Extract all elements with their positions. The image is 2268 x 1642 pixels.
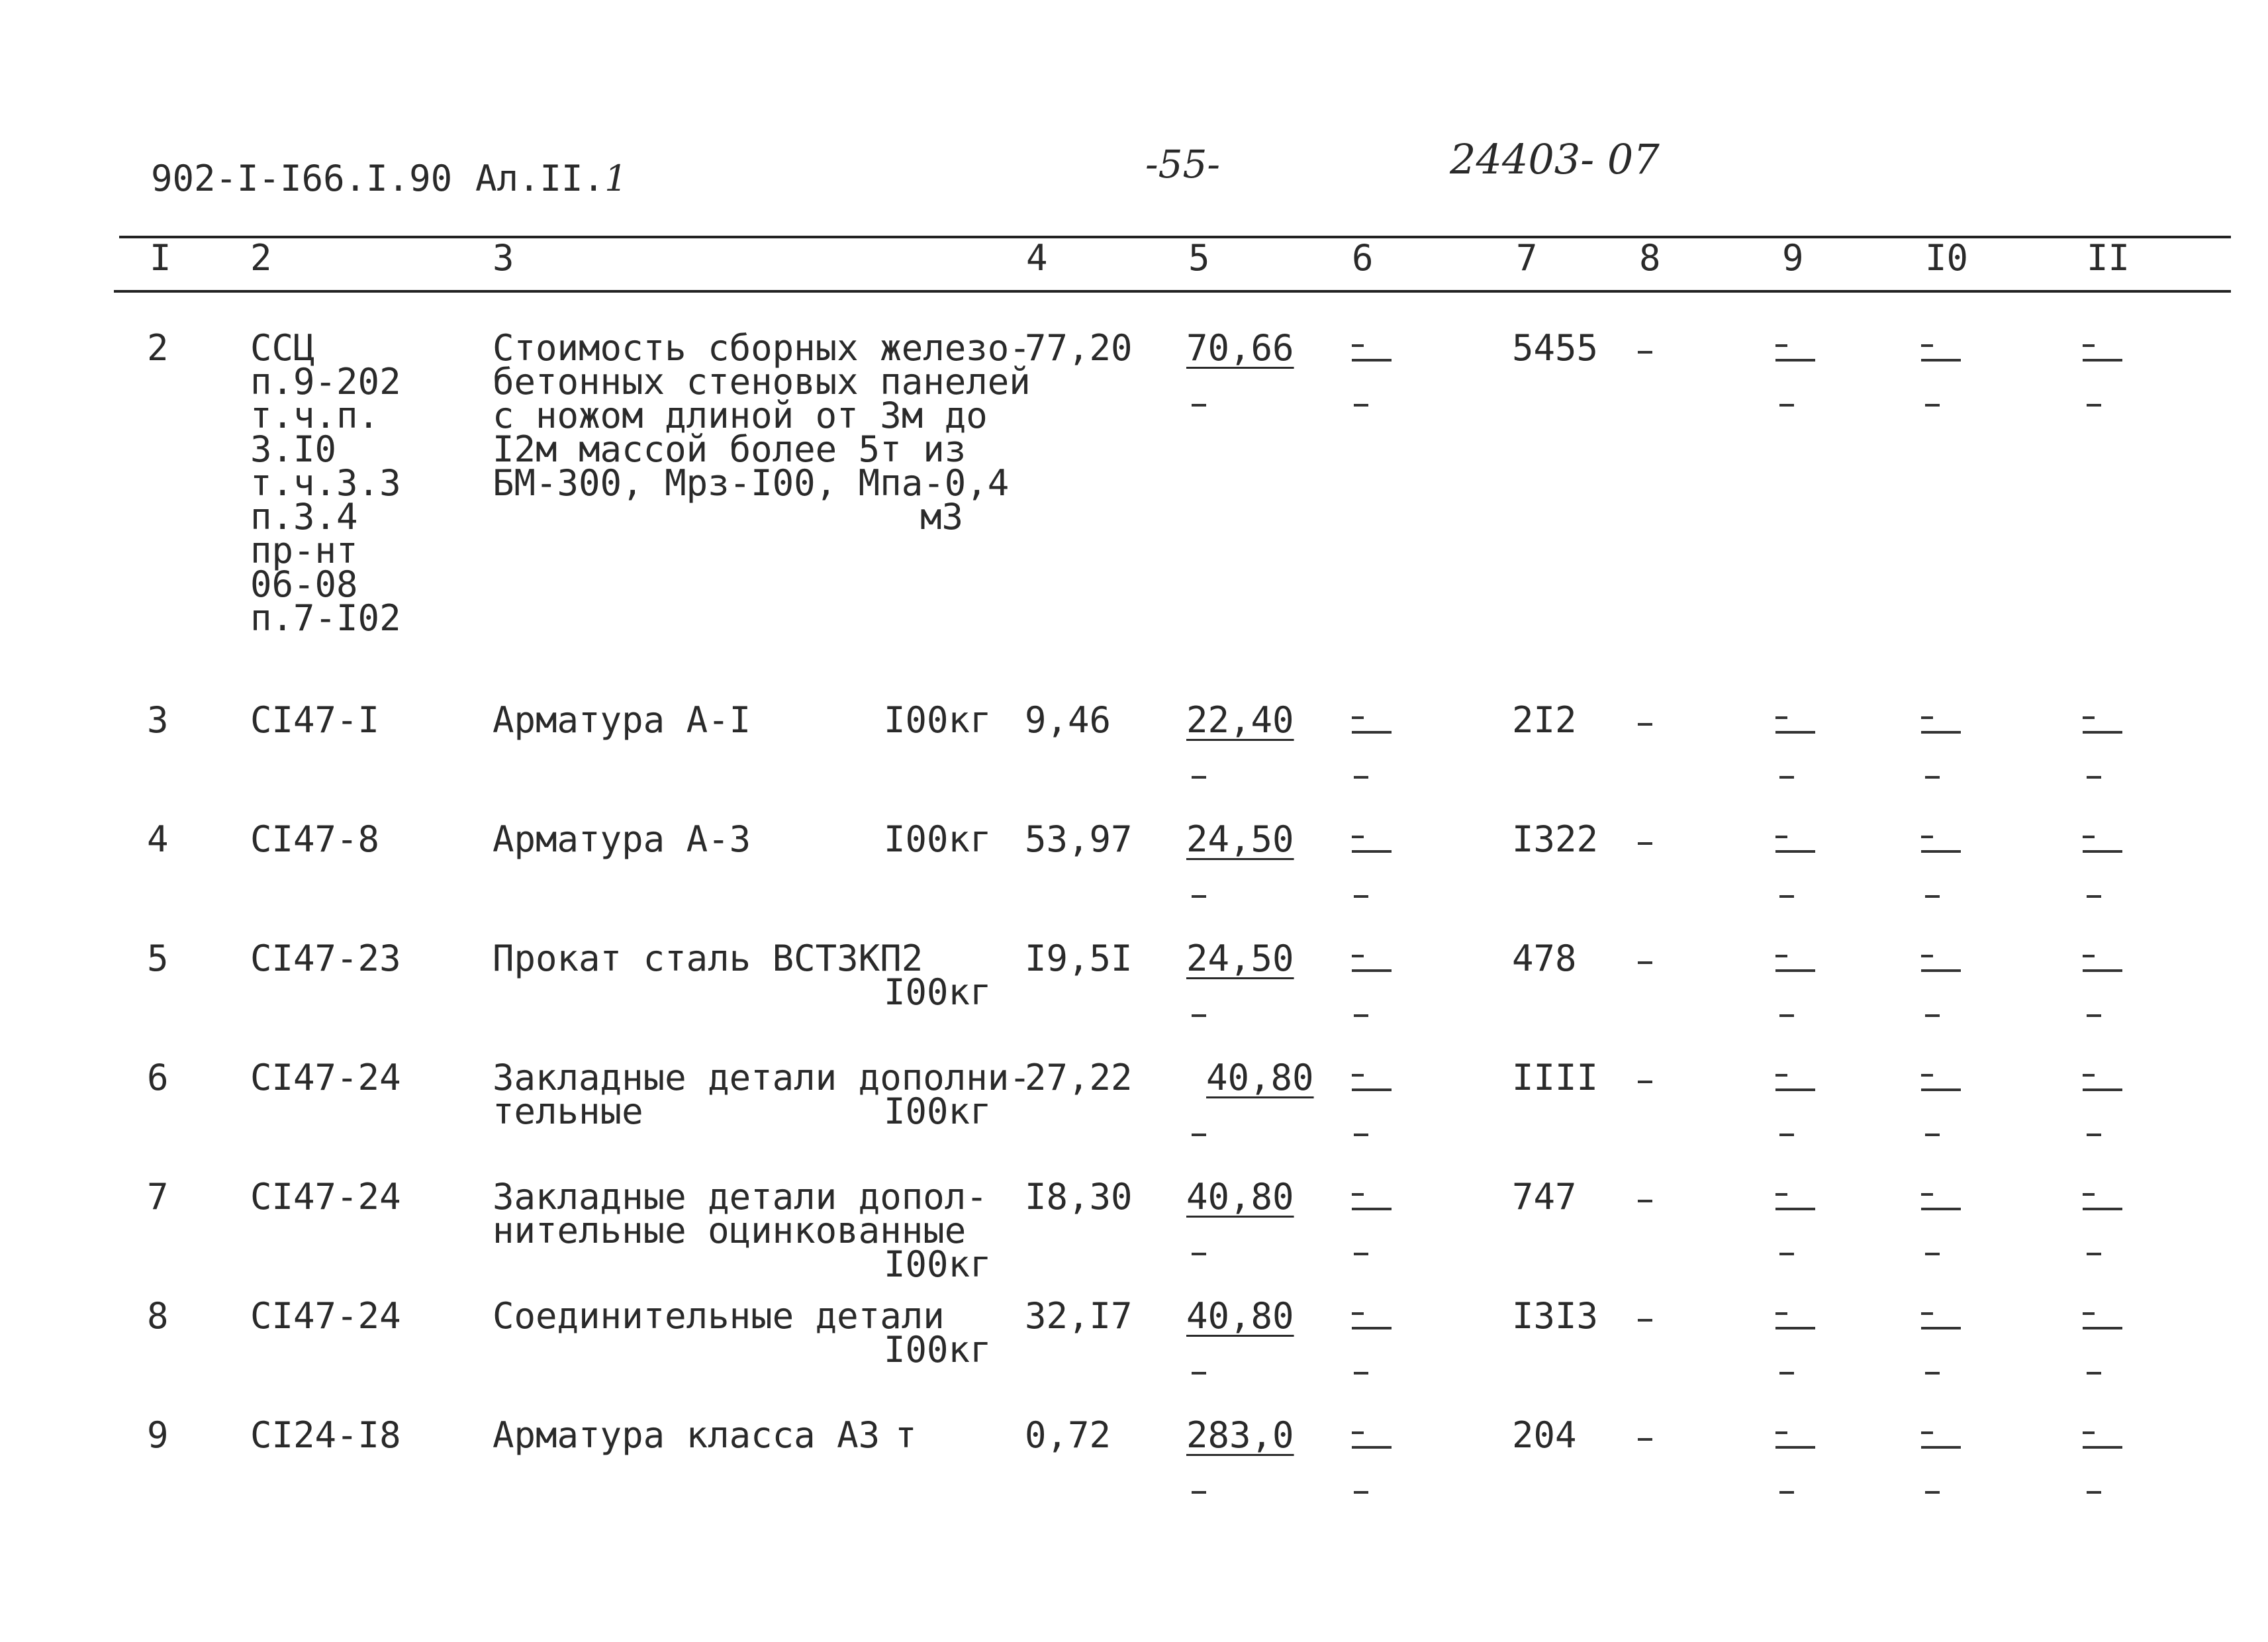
column-header-5: 5: [1188, 237, 1210, 279]
col10-mid-dash: [1921, 850, 1961, 853]
col11-lower-dash: [2087, 895, 2101, 898]
item-name: Арматура класса А3: [493, 1414, 880, 1456]
col10-top-dash: [1921, 1431, 1933, 1434]
col11-top-dash: [2083, 716, 2095, 719]
page-number: -55-: [1145, 142, 1220, 187]
col10-mid-dash: [1921, 1208, 1961, 1210]
item-quantity: 32,I7: [1025, 1295, 1133, 1337]
col9-top-dash: [1775, 1074, 1787, 1077]
item-total: 2I2: [1512, 699, 1577, 741]
col10-mid-dash: [1921, 1088, 1961, 1091]
col11-lower-dash: [2087, 776, 2101, 779]
item-code: СI47-24: [250, 1057, 401, 1098]
item-total: IIII: [1512, 1057, 1599, 1098]
col6-mid-dash: [1352, 969, 1392, 972]
col11-mid-dash: [2083, 850, 2122, 853]
col8-dash: [1638, 1081, 1652, 1083]
col10-lower-dash: [1925, 1491, 1940, 1494]
item-unit: I00кг: [884, 1329, 992, 1371]
item-unit-price: 40,80: [1186, 1295, 1294, 1337]
item-name: Закладные детали дополни- тельные: [493, 1057, 1031, 1132]
row-number: 6: [147, 1057, 169, 1098]
document-code: 902-I-I66.I.90: [151, 158, 453, 199]
item-name: Арматура А-3: [493, 818, 751, 860]
item-code: СI47-24: [250, 1176, 401, 1218]
column-header-10: I0: [1925, 237, 1969, 279]
col9-mid-dash: [1775, 850, 1815, 853]
col6-mid-dash: [1352, 1208, 1392, 1210]
col5-lower-dash: [1192, 776, 1206, 779]
row-number: 9: [147, 1414, 169, 1456]
col10-mid-dash: [1921, 1446, 1961, 1449]
col6-lower-dash: [1354, 1372, 1368, 1375]
col9-top-dash: [1775, 1193, 1787, 1196]
column-header-1: I: [150, 237, 171, 279]
col9-top-dash: [1775, 1431, 1787, 1434]
column-header-9: 9: [1782, 237, 1804, 279]
col10-lower-dash: [1925, 895, 1940, 898]
col6-lower-dash: [1354, 404, 1368, 407]
col9-top-dash: [1775, 716, 1787, 719]
col5-lower-dash: [1192, 1491, 1206, 1494]
item-unit-price: 40,80: [1186, 1176, 1294, 1218]
col6-lower-dash: [1354, 776, 1368, 779]
row-number: 4: [147, 818, 169, 860]
col10-top-dash: [1921, 955, 1933, 957]
col6-mid-dash: [1352, 1088, 1392, 1091]
item-unit: I00кг: [884, 699, 992, 741]
col6-top-dash: [1352, 1193, 1364, 1196]
col5-lower-dash: [1192, 895, 1206, 898]
col6-top-dash: [1352, 955, 1364, 957]
item-code: СI24-I8: [250, 1414, 401, 1456]
row-number: 8: [147, 1295, 169, 1337]
item-code: СI47-8: [250, 818, 380, 860]
column-header-8: 8: [1639, 237, 1661, 279]
item-unit-price: 70,66: [1186, 327, 1294, 369]
item-unit: I00кг: [884, 818, 992, 860]
col9-lower-dash: [1779, 776, 1794, 779]
col10-top-dash: [1921, 716, 1933, 719]
column-header-7: 7: [1516, 237, 1538, 279]
col11-lower-dash: [2087, 404, 2101, 407]
col6-lower-dash: [1354, 1014, 1368, 1017]
col9-mid-dash: [1775, 969, 1815, 972]
item-unit: м3: [920, 496, 964, 538]
column-header-11: II: [2087, 237, 2130, 279]
col6-lower-dash: [1354, 1491, 1368, 1494]
col11-lower-dash: [2087, 1372, 2101, 1375]
col8-dash: [1638, 961, 1652, 964]
col11-top-dash: [2083, 1193, 2095, 1196]
item-quantity: I8,30: [1025, 1176, 1133, 1218]
col11-lower-dash: [2087, 1014, 2101, 1017]
col6-lower-dash: [1354, 895, 1368, 898]
item-code: СI47-23: [250, 938, 401, 979]
col11-mid-dash: [2083, 1446, 2122, 1449]
col10-lower-dash: [1925, 404, 1940, 407]
item-unit-price: 22,40: [1186, 699, 1294, 741]
item-name: Закладные детали допол- нительные оцинкованные: [493, 1176, 988, 1251]
col6-lower-dash: [1354, 1253, 1368, 1255]
col9-lower-dash: [1779, 1253, 1794, 1255]
col10-top-dash: [1921, 1193, 1933, 1196]
item-unit-price: 24,50: [1186, 818, 1294, 860]
col10-lower-dash: [1925, 776, 1940, 779]
col9-lower-dash: [1779, 404, 1794, 407]
col5-lower-dash: [1192, 1134, 1206, 1136]
col9-top-dash: [1775, 836, 1787, 838]
row-number: 7: [147, 1176, 169, 1218]
item-code: СI47-I: [250, 699, 380, 741]
col9-lower-dash: [1779, 895, 1794, 898]
col6-lower-dash: [1354, 1134, 1368, 1136]
col11-top-dash: [2083, 1074, 2095, 1077]
col8-dash: [1638, 723, 1652, 726]
col11-top-dash: [2083, 1312, 2095, 1315]
col10-mid-dash: [1921, 969, 1961, 972]
item-total: 478: [1512, 938, 1577, 979]
item-unit: I00кг: [884, 1090, 992, 1132]
item-quantity: 77,20: [1025, 327, 1133, 369]
col6-top-dash: [1352, 1431, 1364, 1434]
item-quantity: 53,97: [1025, 818, 1133, 860]
col11-top-dash: [2083, 955, 2095, 957]
album-label: [475, 158, 627, 199]
item-unit: т: [895, 1414, 917, 1456]
col9-mid-dash: [1775, 1327, 1815, 1329]
col9-lower-dash: [1779, 1491, 1794, 1494]
item-unit: I00кг: [884, 971, 992, 1013]
col5-lower-dash: [1192, 1372, 1206, 1375]
col8-dash: [1638, 1200, 1652, 1202]
col9-lower-dash: [1779, 1134, 1794, 1136]
item-quantity: 9,46: [1025, 699, 1111, 741]
col6-top-dash: [1352, 1312, 1364, 1315]
col8-dash: [1638, 351, 1652, 354]
col11-mid-dash: [2083, 1327, 2122, 1329]
col10-top-dash: [1921, 1074, 1933, 1077]
item-total: 204: [1512, 1414, 1577, 1456]
col10-lower-dash: [1925, 1253, 1940, 1255]
col6-mid-dash: [1352, 1327, 1392, 1329]
table-header-rule: [114, 290, 2231, 293]
col6-mid-dash: [1352, 359, 1392, 362]
col5-lower-dash: [1192, 1014, 1206, 1017]
item-total: 747: [1512, 1176, 1577, 1218]
col5-lower-dash: [1192, 1253, 1206, 1255]
col9-lower-dash: [1779, 1014, 1794, 1017]
col6-top-dash: [1352, 344, 1364, 347]
col10-mid-dash: [1921, 731, 1961, 734]
col10-mid-dash: [1921, 1327, 1961, 1329]
column-header-4: 4: [1026, 237, 1048, 279]
item-quantity: 27,22: [1025, 1057, 1133, 1098]
row-number: 2: [147, 327, 169, 369]
item-code: СI47-24: [250, 1295, 401, 1337]
col10-top-dash: [1921, 836, 1933, 838]
item-code: ССЦ п.9-202 т.ч.п. 3.I0 т.ч.3.3 п.3.4 пр-нт 06-08 п.7-I02: [250, 327, 401, 639]
item-quantity: 0,72: [1025, 1414, 1111, 1456]
col6-top-dash: [1352, 836, 1364, 838]
col11-mid-dash: [2083, 731, 2122, 734]
col11-lower-dash: [2087, 1491, 2101, 1494]
col11-lower-dash: [2087, 1134, 2101, 1136]
col8-dash: [1638, 1438, 1652, 1441]
item-unit-price: 40,80: [1206, 1057, 1314, 1098]
col11-mid-dash: [2083, 359, 2122, 362]
col10-top-dash: [1921, 1312, 1933, 1315]
col6-top-dash: [1352, 1074, 1364, 1077]
stamp-number: 24403- 07: [1450, 135, 1660, 183]
col11-top-dash: [2083, 344, 2095, 347]
col9-mid-dash: [1775, 359, 1815, 362]
col9-mid-dash: [1775, 1446, 1815, 1449]
table-top-rule: [119, 236, 2231, 238]
col9-mid-dash: [1775, 1088, 1815, 1091]
column-header-2: 2: [250, 237, 272, 279]
col10-lower-dash: [1925, 1134, 1940, 1136]
col9-mid-dash: [1775, 731, 1815, 734]
col11-lower-dash: [2087, 1253, 2101, 1255]
col9-top-dash: [1775, 344, 1787, 347]
item-name: Соединительные детали: [493, 1295, 945, 1337]
item-total: I3I3: [1512, 1295, 1599, 1337]
item-name: Арматура А-I: [493, 699, 751, 741]
item-quantity: I9,5I: [1025, 938, 1133, 979]
item-name: Прокат сталь ВСТ3КП2: [493, 938, 923, 979]
col9-lower-dash: [1779, 1372, 1794, 1375]
col6-top-dash: [1352, 716, 1364, 719]
col11-top-dash: [2083, 1431, 2095, 1434]
row-number: 5: [147, 938, 169, 979]
album-text: Ал.II.: [475, 158, 605, 199]
col9-top-dash: [1775, 955, 1787, 957]
col11-mid-dash: [2083, 969, 2122, 972]
col8-dash: [1638, 1319, 1652, 1322]
col11-mid-dash: [2083, 1088, 2122, 1091]
item-total: I322: [1512, 818, 1599, 860]
item-name: Стоимость сборных железо- бетонных стеновых панелей с ножом длиной от 3м до I2м массой более 5т из БМ-300, Мрз-I00, Мпа-0,4: [493, 327, 1031, 504]
album-number-handwritten: 1: [604, 158, 628, 199]
col6-mid-dash: [1352, 850, 1392, 853]
col11-mid-dash: [2083, 1208, 2122, 1210]
item-unit: I00кг: [884, 1243, 992, 1285]
col6-mid-dash: [1352, 731, 1392, 734]
col9-mid-dash: [1775, 1208, 1815, 1210]
item-total: 5455: [1512, 327, 1599, 369]
column-header-3: 3: [493, 237, 514, 279]
col5-lower-dash: [1192, 404, 1206, 407]
row-number: 3: [147, 699, 169, 741]
item-unit-price: 24,50: [1186, 938, 1294, 979]
col10-lower-dash: [1925, 1014, 1940, 1017]
item-unit-price: 283,0: [1186, 1414, 1294, 1456]
col10-top-dash: [1921, 344, 1933, 347]
col9-top-dash: [1775, 1312, 1787, 1315]
col11-top-dash: [2083, 836, 2095, 838]
column-header-6: 6: [1352, 237, 1374, 279]
col6-mid-dash: [1352, 1446, 1392, 1449]
col10-mid-dash: [1921, 359, 1961, 362]
col10-lower-dash: [1925, 1372, 1940, 1375]
col8-dash: [1638, 842, 1652, 845]
